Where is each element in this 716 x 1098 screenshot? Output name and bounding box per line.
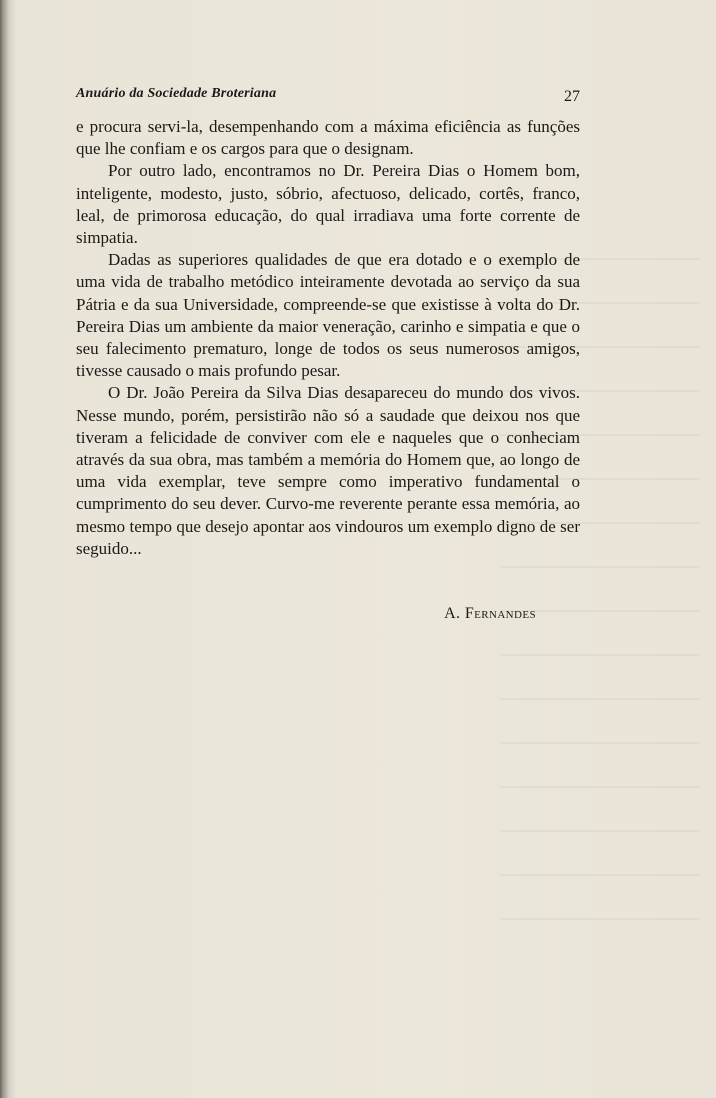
body-text — [76, 116, 580, 560]
running-title: Anuário da Sociedade Broteriana — [76, 86, 277, 101]
author-signature: A. Fernandes — [444, 605, 536, 622]
paragraph: Por outro lado, encontramos no Dr. Pereira Dias o Homem bom, inteligente, modesto, justo, sóbrio, afectuoso, delicado, cortês, franco, leal, de primorosa educação, do qual irradiava uma forte corrente de simpatia. — [76, 161, 580, 248]
paragraph: O Dr. João Pereira da Silva Dias desapareceu do mundo dos vivos. Nesse mundo, porém, persistirão não só a saudade que deixou nos que tiveram a felicidade de conviver com ele e naqueles que o conheciam através da sua obra, mas também a memória do Homem que, ao longo de uma vida exemplar, teve sempre como imperativo fundamental o cumprimento do seu dever. Curvo-me reverente perante essa memória, ao mesmo tempo que desejo apontar aos vindouros um exemplo digno de ser seguido... — [76, 383, 580, 558]
page-header — [76, 86, 580, 108]
paragraph: Dadas as superiores qualidades de que era dotado e o exemplo de uma vida de trabalho metódico inteiramente devotada ao serviço da sua Pátria e da sua Universidade, compreende-se que existisse à volta do Dr. Pereira Dias um ambiente da maior veneração, carinho e simpatia e que o seu falecimento prematuro, longe de todos os seus numerosos amigos, tivesse causado o mais profundo pesar. — [76, 250, 580, 381]
page-number: 27 — [564, 88, 580, 105]
paragraph: e procura servi-la, desempenhando com a máxima eficiência as funções que lhe confiam e os cargos para que o designam. — [76, 117, 580, 159]
